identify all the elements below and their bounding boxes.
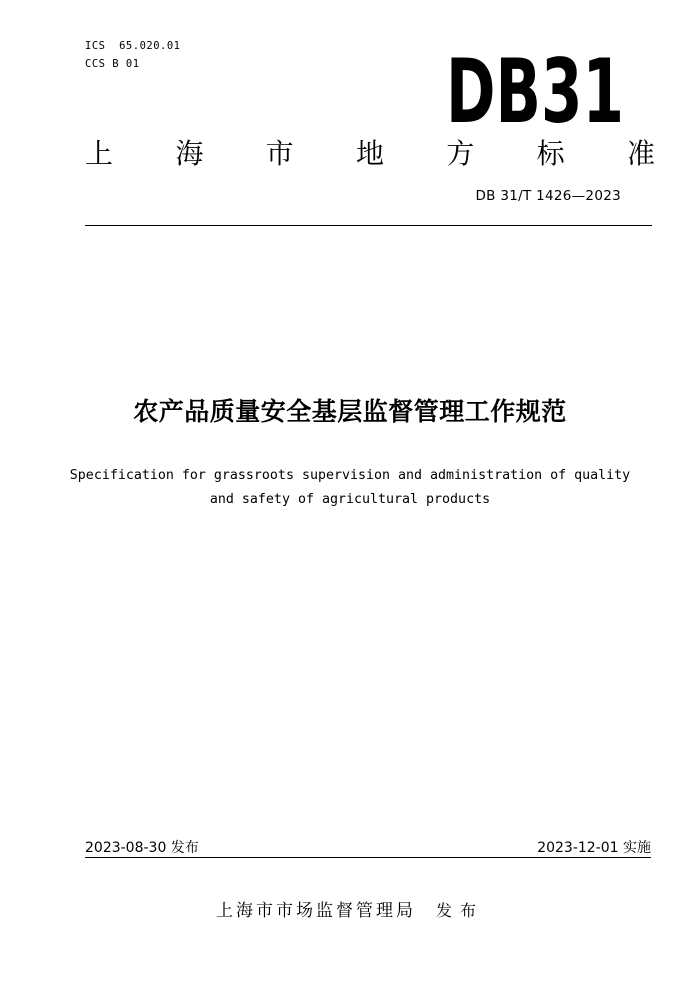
standard-type-title	[85, 134, 655, 174]
standard-number: DB 31/T 1426—2023	[475, 188, 621, 204]
standard-type-char: 标	[536, 137, 565, 170]
standard-type-char: 方	[446, 137, 475, 170]
issuer-line	[0, 898, 700, 924]
document-title-en	[50, 464, 650, 512]
logo-text: DB31	[446, 40, 624, 143]
document-title-cn: 农产品质量安全基层监督管理工作规范	[133, 397, 567, 426]
standard-type-char: 准	[626, 137, 655, 170]
standard-type-char: 市	[265, 137, 294, 170]
date-row	[85, 839, 651, 857]
standard-type-char: 海	[175, 137, 204, 170]
header-divider	[85, 225, 652, 226]
title-en-line: and safety of agricultural products	[209, 492, 491, 507]
standard-type-char: 地	[355, 137, 384, 170]
ics-code: ICS 65.020.01	[85, 40, 181, 52]
title-en-line: Specification for grassroots supervision and administration of quality	[69, 468, 631, 483]
issuing-organization: 上海市市场监督管理局	[215, 901, 416, 921]
db31-logo	[446, 40, 624, 143]
issue-action: 发布	[435, 901, 484, 920]
classification-codes	[85, 37, 181, 73]
publish-date: 2023-08-30 发布	[85, 840, 199, 856]
effective-date: 2023-12-01 实施	[537, 840, 651, 856]
ccs-code: CCS B 01	[85, 58, 140, 70]
footer-divider	[85, 857, 651, 858]
standard-type-char: 上	[85, 137, 114, 170]
